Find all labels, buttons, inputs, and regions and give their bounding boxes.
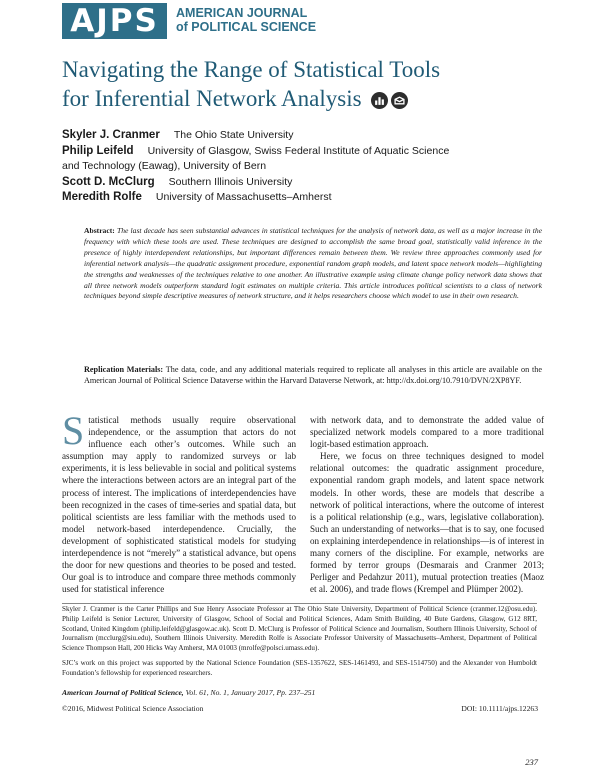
open-materials-icon	[391, 92, 408, 109]
author-footnote: Skyler J. Cranmer is the Carter Phillips and Sue Henry Associate Professor at The Ohio State University, Department of Political Science (cranmer.12@osu.edu). Philip Leifeld is Senior Lecturer, University of Glasgow, School of Social and Political Sciences, Adam Smith Building, 40 Bute Gardens, Glasgow, G12 8RT, Scotland, United Kingdom (philip.leifeld@glasgow.ac.uk). Scott D. McClurg is Professor of Political Science and Journalism, Southern Illinois University, School of Journalism (mcclurg@siu.edu), Southern Illinois University. Meredith Rolfe is Associate Professor University of Massachusetts–Amherst, Department of Political Science Thompson Hall, 200 Hicks Way Amherst, MA 01003 (mrolfe@polsci.umass.edu).	[62, 605, 537, 653]
drop-cap: S	[62, 408, 85, 453]
title-line2	[62, 84, 482, 113]
author-affiliation: and Technology (Eawag), University of Bern	[62, 160, 267, 172]
abstract	[84, 226, 542, 302]
journal-name	[176, 6, 316, 34]
author-line	[62, 175, 542, 191]
copyright-notice: ©2016, Midwest Political Science Association	[62, 704, 204, 713]
journal-citation	[62, 688, 315, 697]
journal-logo: AJPS	[62, 3, 167, 39]
abstract-label: Abstract:	[84, 226, 115, 235]
badges	[371, 92, 408, 109]
author-affiliation: Southern Illinois University	[168, 175, 293, 188]
body-paragraph: with network data, and to demonstrate the added value of specialized network models compared to a more traditional logit-based estimation approach.	[310, 415, 544, 450]
title-line2-text: for Inferential Network Analysis	[62, 86, 362, 111]
footnotes	[62, 605, 537, 684]
author-affiliation: The Ohio State University	[173, 129, 294, 141]
journal-name-line2: of POLITICAL SCIENCE	[176, 20, 317, 34]
footnote-divider	[62, 603, 537, 604]
author-affiliation: University of Glasgow, Swiss Federal Institute of Aquatic Science	[147, 144, 450, 157]
funding-footnote: SJC’s work on this project was supported by the National Science Foundation (SES-1357622, SES-1461493, and SES-1514750) and the Alexander von Humboldt Foundation’s fellowship for experienced researchers.	[62, 658, 537, 677]
journal-name-line1: AMERICAN JOURNAL	[176, 6, 308, 20]
abstract-text: The last decade has seen substantial advances in statistical techniques for the analysis of network data, as well as a major increase in the frequency with which these tools are used. These techniques are designed to accomplish the same broad goal, statistically valid inference in the presence of highly interdependent relationships, but important differences remain between them. We review three approaches commonly used for inferential network analysis—the quadratic assignment procedure, exponential random graph models, and latent space network models—highlighting the strengths and weaknesses of the techniques relative to one another. An illustrative example using climate change policy network data shows that all three network models outperform standard logit estimates on multiple criteria. This article introduces political scientists to a class of network techniques beyond simple descriptive measures of network structure, and it helps researchers choose which model to use in their own research.	[84, 226, 542, 301]
open-data-icon	[371, 92, 388, 109]
author-name: Philip Leifeld	[62, 144, 134, 157]
title-line1: Navigating the Range of Statistical Tools	[62, 57, 441, 82]
citation-journal: American Journal of Political Science,	[62, 688, 184, 697]
author-name: Meredith Rolfe	[62, 191, 142, 203]
author-line	[62, 159, 542, 175]
citation-details: Vol. 61, No. 1, January 2017, Pp. 237–251	[183, 688, 316, 697]
replication-materials	[84, 364, 542, 386]
doi: DOI: 10.1111/ajps.12263	[461, 704, 538, 713]
body-paragraph: Here, we focus on three techniques designed to model relational outcomes: the quadratic assignment procedure, exponential random graph models, and latent space network models. In other words, these are models that describe a network of political interactions, where the outcome of interest is a political relationship (e.g., wars, legislative collaboration). Such an understanding of networks—that is to say, one focused on explaining interdependence in relationships—is of interest in many corners of the discipline. For example, networks are formed by terror groups (Desmarais and Cranmer 2013; Perliger and Pedahzur 2011), mutual protection treaties (Maoz et al. 2006), and trade flows (Krempel and Plümper 2002).	[310, 451, 544, 595]
article-title	[62, 55, 482, 113]
author-line	[62, 144, 542, 160]
author-line	[62, 128, 542, 144]
author-line	[62, 190, 542, 206]
body-column-right	[310, 414, 544, 595]
body-column-left	[62, 408, 296, 595]
page-number: 237	[525, 757, 538, 767]
author-name: Skyler J. Cranmer	[62, 129, 160, 141]
author-name: Scott D. McClurg	[62, 175, 155, 188]
left-paragraph-text: tatistical methods usually require observational independence, or the assumption that actors do not influence each other’s outcomes. While such an assumption may apply to randomized surveys or lab experiments, it is less believable in social and political systems where the interactions between actors are an integral part of the process of interest. The implications of interdependencies have been recognized in the cases of time-series and spatial data, but political scientists are less familiar with the methods used to model network-based interdependence. Crucially, the development of sophisticated statistical models for studying interdependence is not “merely” a statistical advance, but opens the door for new questions and theories to be posed and tested. Our goal is to introduce and compare three methods commonly used for statistical inference	[62, 415, 296, 595]
replication-label: Replication Materials:	[84, 365, 164, 374]
body-paragraph	[62, 408, 296, 595]
author-list	[62, 128, 542, 206]
author-affiliation: University of Massachusetts–Amherst	[155, 191, 332, 203]
replication-text: The data, code, and any additional materials required to replicate all analyses in this article are available on the American Journal of Political Science Dataverse within the Harvard Dataverse Network, at: http://dx.doi.org/10.7910/DVN/2XP8YF.	[84, 365, 543, 385]
